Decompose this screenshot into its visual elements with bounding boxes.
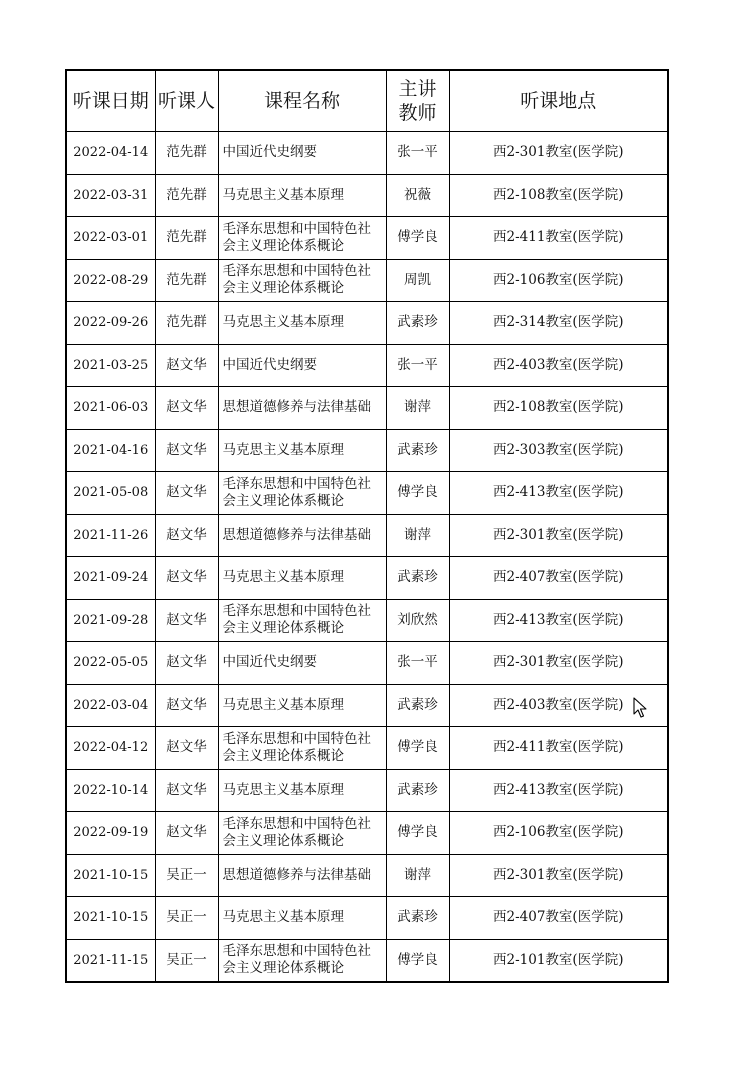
cell-course[interactable]: 马克思主义基本原理 bbox=[218, 302, 386, 345]
cell-teacher[interactable]: 祝薇 bbox=[386, 174, 449, 217]
table-row bbox=[66, 642, 668, 685]
cell-teacher[interactable]: 武素珍 bbox=[386, 429, 449, 472]
cell-listener[interactable]: 赵文华 bbox=[155, 812, 218, 855]
cell-place[interactable]: 西2-108教室(医学院) bbox=[449, 387, 668, 430]
header-listener[interactable]: 听课人 bbox=[155, 70, 218, 132]
cell-listener[interactable]: 赵文华 bbox=[155, 429, 218, 472]
header-teacher-line1: 主讲 bbox=[398, 78, 437, 100]
cell-date[interactable]: 2022-10-14 bbox=[66, 769, 155, 812]
cell-course[interactable]: 中国近代史纲要 bbox=[218, 642, 386, 685]
cell-date[interactable]: 2022-03-01 bbox=[66, 217, 155, 260]
cell-listener[interactable]: 范先群 bbox=[155, 302, 218, 345]
table-row bbox=[66, 557, 668, 600]
cell-teacher[interactable]: 张一平 bbox=[386, 642, 449, 685]
table-row bbox=[66, 684, 668, 727]
cell-teacher[interactable]: 武素珍 bbox=[386, 897, 449, 940]
cell-date[interactable]: 2021-09-28 bbox=[66, 599, 155, 642]
cell-course[interactable]: 中国近代史纲要 bbox=[218, 344, 386, 387]
header-date[interactable]: 听课日期 bbox=[66, 70, 155, 132]
cell-place[interactable]: 西2-413教室(医学院) bbox=[449, 769, 668, 812]
cell-place[interactable]: 西2-301教室(医学院) bbox=[449, 642, 668, 685]
cell-date[interactable]: 2021-04-16 bbox=[66, 429, 155, 472]
cell-course[interactable]: 毛泽东思想和中国特色社会主义理论体系概论 bbox=[218, 217, 386, 260]
cell-listener[interactable]: 赵文华 bbox=[155, 387, 218, 430]
cell-place[interactable]: 西2-301教室(医学院) bbox=[449, 132, 668, 175]
cell-listener[interactable]: 吴正一 bbox=[155, 854, 218, 897]
cell-listener[interactable]: 范先群 bbox=[155, 259, 218, 302]
cell-place[interactable]: 西2-301教室(医学院) bbox=[449, 514, 668, 557]
cell-listener[interactable]: 赵文华 bbox=[155, 727, 218, 770]
lecture-observation-table bbox=[65, 69, 669, 983]
header-row bbox=[66, 70, 668, 132]
cell-course[interactable]: 马克思主义基本原理 bbox=[218, 429, 386, 472]
cell-place[interactable]: 西2-413教室(医学院) bbox=[449, 472, 668, 515]
table-row bbox=[66, 939, 668, 982]
cell-course[interactable]: 马克思主义基本原理 bbox=[218, 557, 386, 600]
cell-date[interactable]: 2022-09-19 bbox=[66, 812, 155, 855]
cell-place[interactable]: 西2-314教室(医学院) bbox=[449, 302, 668, 345]
cell-place[interactable]: 西2-403教室(医学院) bbox=[449, 684, 668, 727]
cell-date[interactable]: 2021-05-08 bbox=[66, 472, 155, 515]
cell-place[interactable]: 西2-301教室(医学院) bbox=[449, 854, 668, 897]
table-row bbox=[66, 897, 668, 940]
cell-teacher[interactable]: 武素珍 bbox=[386, 557, 449, 600]
cell-teacher[interactable]: 傅学良 bbox=[386, 217, 449, 260]
cell-place[interactable]: 西2-106教室(医学院) bbox=[449, 259, 668, 302]
cell-course[interactable]: 马克思主义基本原理 bbox=[218, 684, 386, 727]
cell-teacher[interactable]: 傅学良 bbox=[386, 812, 449, 855]
cell-place[interactable]: 西2-108教室(医学院) bbox=[449, 174, 668, 217]
table-row bbox=[66, 387, 668, 430]
cell-date[interactable]: 2021-09-24 bbox=[66, 557, 155, 600]
table-row bbox=[66, 217, 668, 260]
cell-course[interactable]: 毛泽东思想和中国特色社会主义理论体系概论 bbox=[218, 259, 386, 302]
cell-course[interactable]: 毛泽东思想和中国特色社会主义理论体系概论 bbox=[218, 472, 386, 515]
cell-course[interactable]: 马克思主义基本原理 bbox=[218, 174, 386, 217]
cell-date[interactable]: 2022-03-04 bbox=[66, 684, 155, 727]
cell-date[interactable]: 2022-08-29 bbox=[66, 259, 155, 302]
cell-date[interactable]: 2021-11-26 bbox=[66, 514, 155, 557]
cell-place[interactable]: 西2-407教室(医学院) bbox=[449, 897, 668, 940]
table-row bbox=[66, 854, 668, 897]
cell-date[interactable]: 2022-04-12 bbox=[66, 727, 155, 770]
cell-course[interactable]: 马克思主义基本原理 bbox=[218, 769, 386, 812]
cell-course[interactable]: 毛泽东思想和中国特色社会主义理论体系概论 bbox=[218, 939, 386, 982]
table-body bbox=[66, 132, 668, 983]
cell-listener[interactable]: 范先群 bbox=[155, 217, 218, 260]
cell-listener[interactable]: 赵文华 bbox=[155, 599, 218, 642]
cell-teacher[interactable]: 武素珍 bbox=[386, 302, 449, 345]
table-row bbox=[66, 599, 668, 642]
cell-listener[interactable]: 赵文华 bbox=[155, 514, 218, 557]
cell-teacher[interactable]: 傅学良 bbox=[386, 727, 449, 770]
table-row bbox=[66, 514, 668, 557]
cell-teacher[interactable]: 张一平 bbox=[386, 132, 449, 175]
cell-date[interactable]: 2021-10-15 bbox=[66, 897, 155, 940]
cell-listener[interactable]: 赵文华 bbox=[155, 344, 218, 387]
cell-course[interactable]: 毛泽东思想和中国特色社会主义理论体系概论 bbox=[218, 812, 386, 855]
table-row bbox=[66, 812, 668, 855]
cell-date[interactable]: 2021-11-15 bbox=[66, 939, 155, 982]
cell-course[interactable]: 思想道德修养与法律基础 bbox=[218, 854, 386, 897]
cell-listener[interactable]: 吴正一 bbox=[155, 939, 218, 982]
cell-place[interactable]: 西2-403教室(医学院) bbox=[449, 344, 668, 387]
header-teacher[interactable] bbox=[386, 70, 449, 132]
cell-teacher[interactable]: 周凯 bbox=[386, 259, 449, 302]
table-row bbox=[66, 769, 668, 812]
cell-place[interactable]: 西2-101教室(医学院) bbox=[449, 939, 668, 982]
cell-place[interactable]: 西2-303教室(医学院) bbox=[449, 429, 668, 472]
cell-date[interactable]: 2022-04-14 bbox=[66, 132, 155, 175]
cell-course[interactable]: 毛泽东思想和中国特色社会主义理论体系概论 bbox=[218, 599, 386, 642]
cell-course[interactable]: 思想道德修养与法律基础 bbox=[218, 514, 386, 557]
cell-date[interactable]: 2022-09-26 bbox=[66, 302, 155, 345]
cell-place[interactable]: 西2-106教室(医学院) bbox=[449, 812, 668, 855]
table-row bbox=[66, 132, 668, 175]
header-place[interactable]: 听课地点 bbox=[449, 70, 668, 132]
cell-teacher[interactable]: 刘欣然 bbox=[386, 599, 449, 642]
cell-listener[interactable]: 范先群 bbox=[155, 174, 218, 217]
table-row bbox=[66, 429, 668, 472]
table-row bbox=[66, 302, 668, 345]
cell-place[interactable]: 西2-407教室(医学院) bbox=[449, 557, 668, 600]
cell-listener[interactable]: 吴正一 bbox=[155, 897, 218, 940]
cell-course[interactable]: 毛泽东思想和中国特色社会主义理论体系概论 bbox=[218, 727, 386, 770]
cell-course[interactable]: 中国近代史纲要 bbox=[218, 132, 386, 175]
cell-place[interactable]: 西2-413教室(医学院) bbox=[449, 599, 668, 642]
table-row bbox=[66, 344, 668, 387]
cell-teacher[interactable]: 武素珍 bbox=[386, 769, 449, 812]
table-row bbox=[66, 472, 668, 515]
cell-teacher[interactable]: 傅学良 bbox=[386, 939, 449, 982]
header-course[interactable]: 课程名称 bbox=[218, 70, 386, 132]
table-row bbox=[66, 727, 668, 770]
cell-teacher[interactable]: 谢萍 bbox=[386, 514, 449, 557]
cell-date[interactable]: 2022-03-31 bbox=[66, 174, 155, 217]
cell-listener[interactable]: 赵文华 bbox=[155, 684, 218, 727]
cell-place[interactable]: 西2-411教室(医学院) bbox=[449, 727, 668, 770]
table-row bbox=[66, 174, 668, 217]
cell-listener[interactable]: 赵文华 bbox=[155, 472, 218, 515]
cell-listener[interactable]: 范先群 bbox=[155, 132, 218, 175]
cell-teacher[interactable]: 傅学良 bbox=[386, 472, 449, 515]
cell-teacher[interactable]: 张一平 bbox=[386, 344, 449, 387]
cell-listener[interactable]: 赵文华 bbox=[155, 642, 218, 685]
cell-date[interactable]: 2021-06-03 bbox=[66, 387, 155, 430]
cell-teacher[interactable]: 谢萍 bbox=[386, 854, 449, 897]
cell-listener[interactable]: 赵文华 bbox=[155, 557, 218, 600]
cell-date[interactable]: 2021-10-15 bbox=[66, 854, 155, 897]
cell-listener[interactable]: 赵文华 bbox=[155, 769, 218, 812]
cell-teacher[interactable]: 武素珍 bbox=[386, 684, 449, 727]
cell-course[interactable]: 思想道德修养与法律基础 bbox=[218, 387, 386, 430]
cell-teacher[interactable]: 谢萍 bbox=[386, 387, 449, 430]
header-teacher-line2: 教师 bbox=[398, 102, 437, 124]
table-row bbox=[66, 259, 668, 302]
cell-date[interactable]: 2021-03-25 bbox=[66, 344, 155, 387]
cell-course[interactable]: 马克思主义基本原理 bbox=[218, 897, 386, 940]
cell-place[interactable]: 西2-411教室(医学院) bbox=[449, 217, 668, 260]
cell-date[interactable]: 2022-05-05 bbox=[66, 642, 155, 685]
